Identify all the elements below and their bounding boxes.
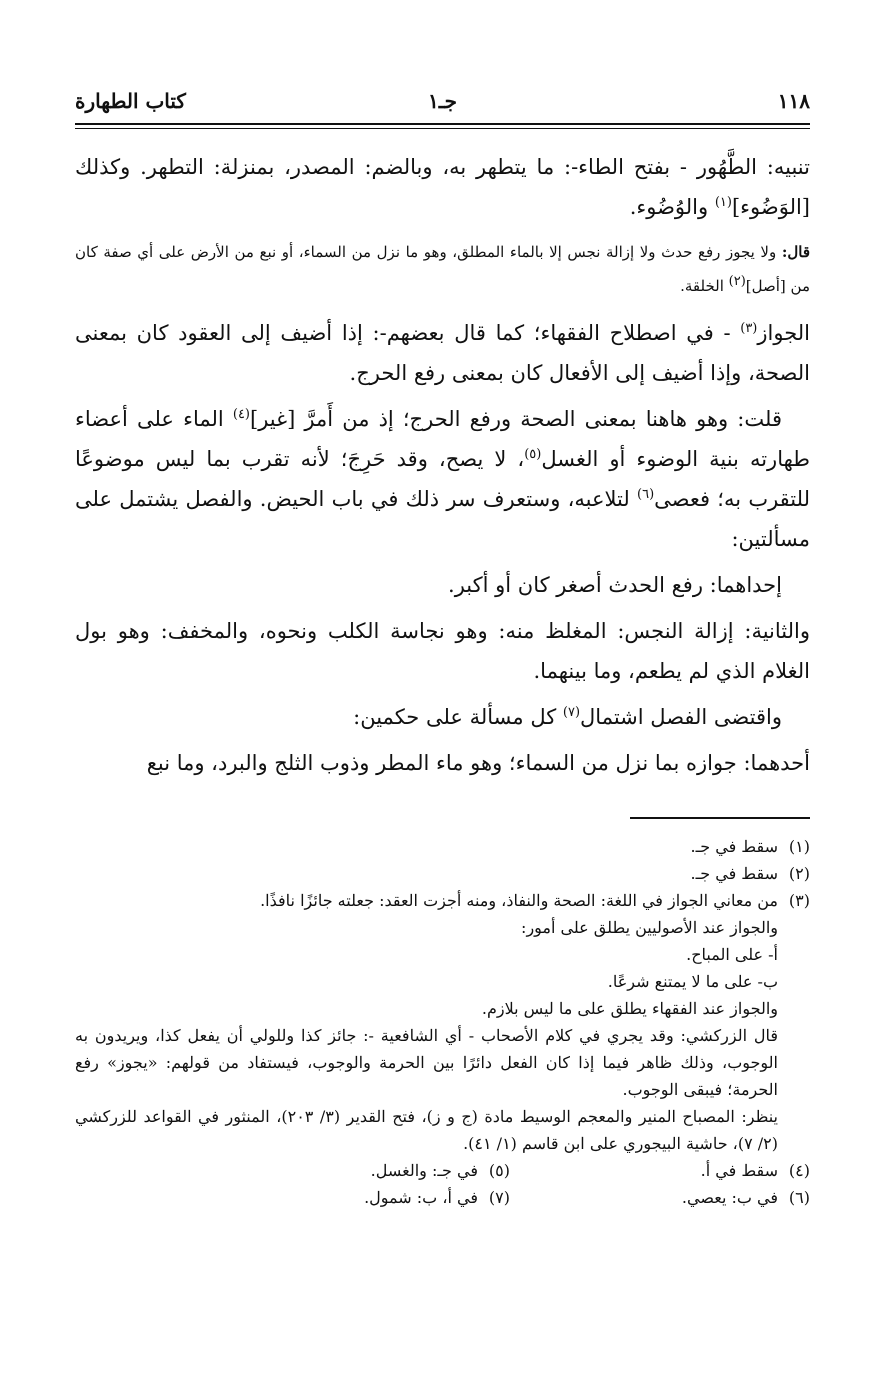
book-title: كتاب الطهارة bbox=[75, 89, 186, 113]
footnote-3-line: أ- على المباح. bbox=[686, 945, 778, 964]
footnote-3-zarkashi: قال الزركشي: وقد يجري في كلام الأصحاب - أي الشافعية -: جائز كذا وللولي أن يفعل كذا، ويريدون به الوجوب، وذلك ظاهر فيما إذا كان الفعل دائرًا بين الحرمة والوجوب، فيستفاد من قولهم: «يجوز» رفع الحرمة؛ فيبقى الوجوب. bbox=[75, 1026, 778, 1099]
footnote-mark: (٥) bbox=[524, 447, 542, 462]
footnote-6: (٦) في ب: يعصي. bbox=[681, 1188, 810, 1207]
matn-lead: قال: bbox=[781, 243, 810, 261]
footnote-5: (٥) في جـ: والغسل. bbox=[370, 1161, 510, 1180]
footnote-mark: (٢) bbox=[728, 274, 746, 289]
header-rule-thin bbox=[75, 128, 810, 129]
footnote-3-line: والجواز عند الأصوليين يطلق على أمور: bbox=[521, 918, 778, 937]
paragraph-two-rulings: واقتضى الفصل اشتمال$^{(٧)}$ كل مسألة على حكمين: bbox=[353, 705, 782, 729]
footnote-mark: (٦) bbox=[637, 487, 655, 502]
paragraph-qultu: قلت: وهو هاهنا بمعنى الصحة ورفع الحرج؛ إذ من أَمرَّ [غير]$^{(٤)}$ الماء على أعضاء طهارته بنية الوضوء أو الغسل$^{(٥)}$، لا يصح، وقد حَرِجَ؛ لأنه تقرب بما ليس موضوعًا للتقرب به؛ فعصى$^{(٦)}$ لتلاعبه، وستعرف سر ذلك في باب الحيض. والفصل يشتمل على مسألتين: bbox=[75, 407, 810, 551]
footnote-row bbox=[75, 1184, 810, 1211]
paragraph-jawaz: الجواز$^{(٣)}$ - في اصطلاح الفقهاء؛ كما قال بعضهم-: إذا أضيف إلى العقود كان بمعنى الصحة، وإذا أضيف إلى الأفعال كان بمعنى رفع الحرج. bbox=[75, 321, 810, 385]
footnote-7: (٧) في أ، ب: شمول. bbox=[364, 1188, 510, 1207]
footnote-3-line: والجواز عند الفقهاء يطلق على ما ليس بلازم. bbox=[481, 999, 778, 1018]
volume-label: جـ١ bbox=[428, 89, 457, 113]
paragraph-tanbih: تنبيه: الطَّهُور - بفتح الطاء-: ما يتطهر به، وبالضم: المصدر، بمنزلة: التطهر. وكذلك [الوَضُوء]$^{(١)}$ والوُضُوء. bbox=[75, 155, 810, 219]
footnote-1: (١) سقط في جـ. bbox=[690, 837, 810, 856]
footnote-mark: (٧) bbox=[562, 705, 581, 720]
running-header bbox=[75, 85, 810, 119]
footnote-3-sources: ينظر: المصباح المنير والمعجم الوسيط مادة (ج و ز)، فتح القدير (٣/ ٢٠٣)، المنثور في القواعد للزركشي (٢/ ٧)، حاشية البيجوري على ابن قاسم (١/ ٤١). bbox=[75, 1107, 778, 1153]
footnote-row bbox=[75, 1157, 810, 1184]
paragraph-first-issue: إحداهما: رفع الحدث أصغر كان أو أكبر. bbox=[448, 573, 782, 597]
main-text bbox=[75, 147, 810, 783]
footnote-3: (٣) من معاني الجواز في اللغة: الصحة والنفاذ، ومنه أجزت العقد: جعلته جائزًا نافذًا. bbox=[260, 891, 810, 910]
footnote-separator bbox=[630, 817, 810, 819]
footnote-4: (٤) سقط في أ. bbox=[700, 1161, 810, 1180]
book-page bbox=[75, 85, 810, 1211]
footnote-mark: (٤) bbox=[232, 407, 250, 422]
header-rule-thick bbox=[75, 123, 810, 125]
page-number: ١١٨ bbox=[777, 89, 810, 113]
footnotes bbox=[75, 833, 810, 1211]
footnote-mark: (١) bbox=[714, 195, 732, 210]
paragraph-matn: قال: ولا يجوز رفع حدث ولا إزالة نجس إلا بالماء المطلق، وهو ما نزل من السماء، أو نبع من الأرض على أي صفة كان من [أصل](٢) الخلقة. bbox=[75, 243, 810, 295]
footnote-2: (٢) سقط في جـ. bbox=[690, 864, 810, 883]
paragraph-second-issue: والثانية: إزالة النجس: المغلظ منه: وهو نجاسة الكلب ونحوه، والمخفف: وهو بول الغلام الذي لم يطعم، وما بينهما. bbox=[75, 619, 810, 683]
footnote-3-line: ب- على ما لا يمتنع شرعًا. bbox=[607, 972, 778, 991]
paragraph-first-ruling: أحدهما: جوازه بما نزل من السماء؛ وهو ماء المطر وذوب الثلج والبرد، وما نبع bbox=[146, 751, 810, 775]
footnote-mark: (٣) bbox=[740, 321, 758, 336]
